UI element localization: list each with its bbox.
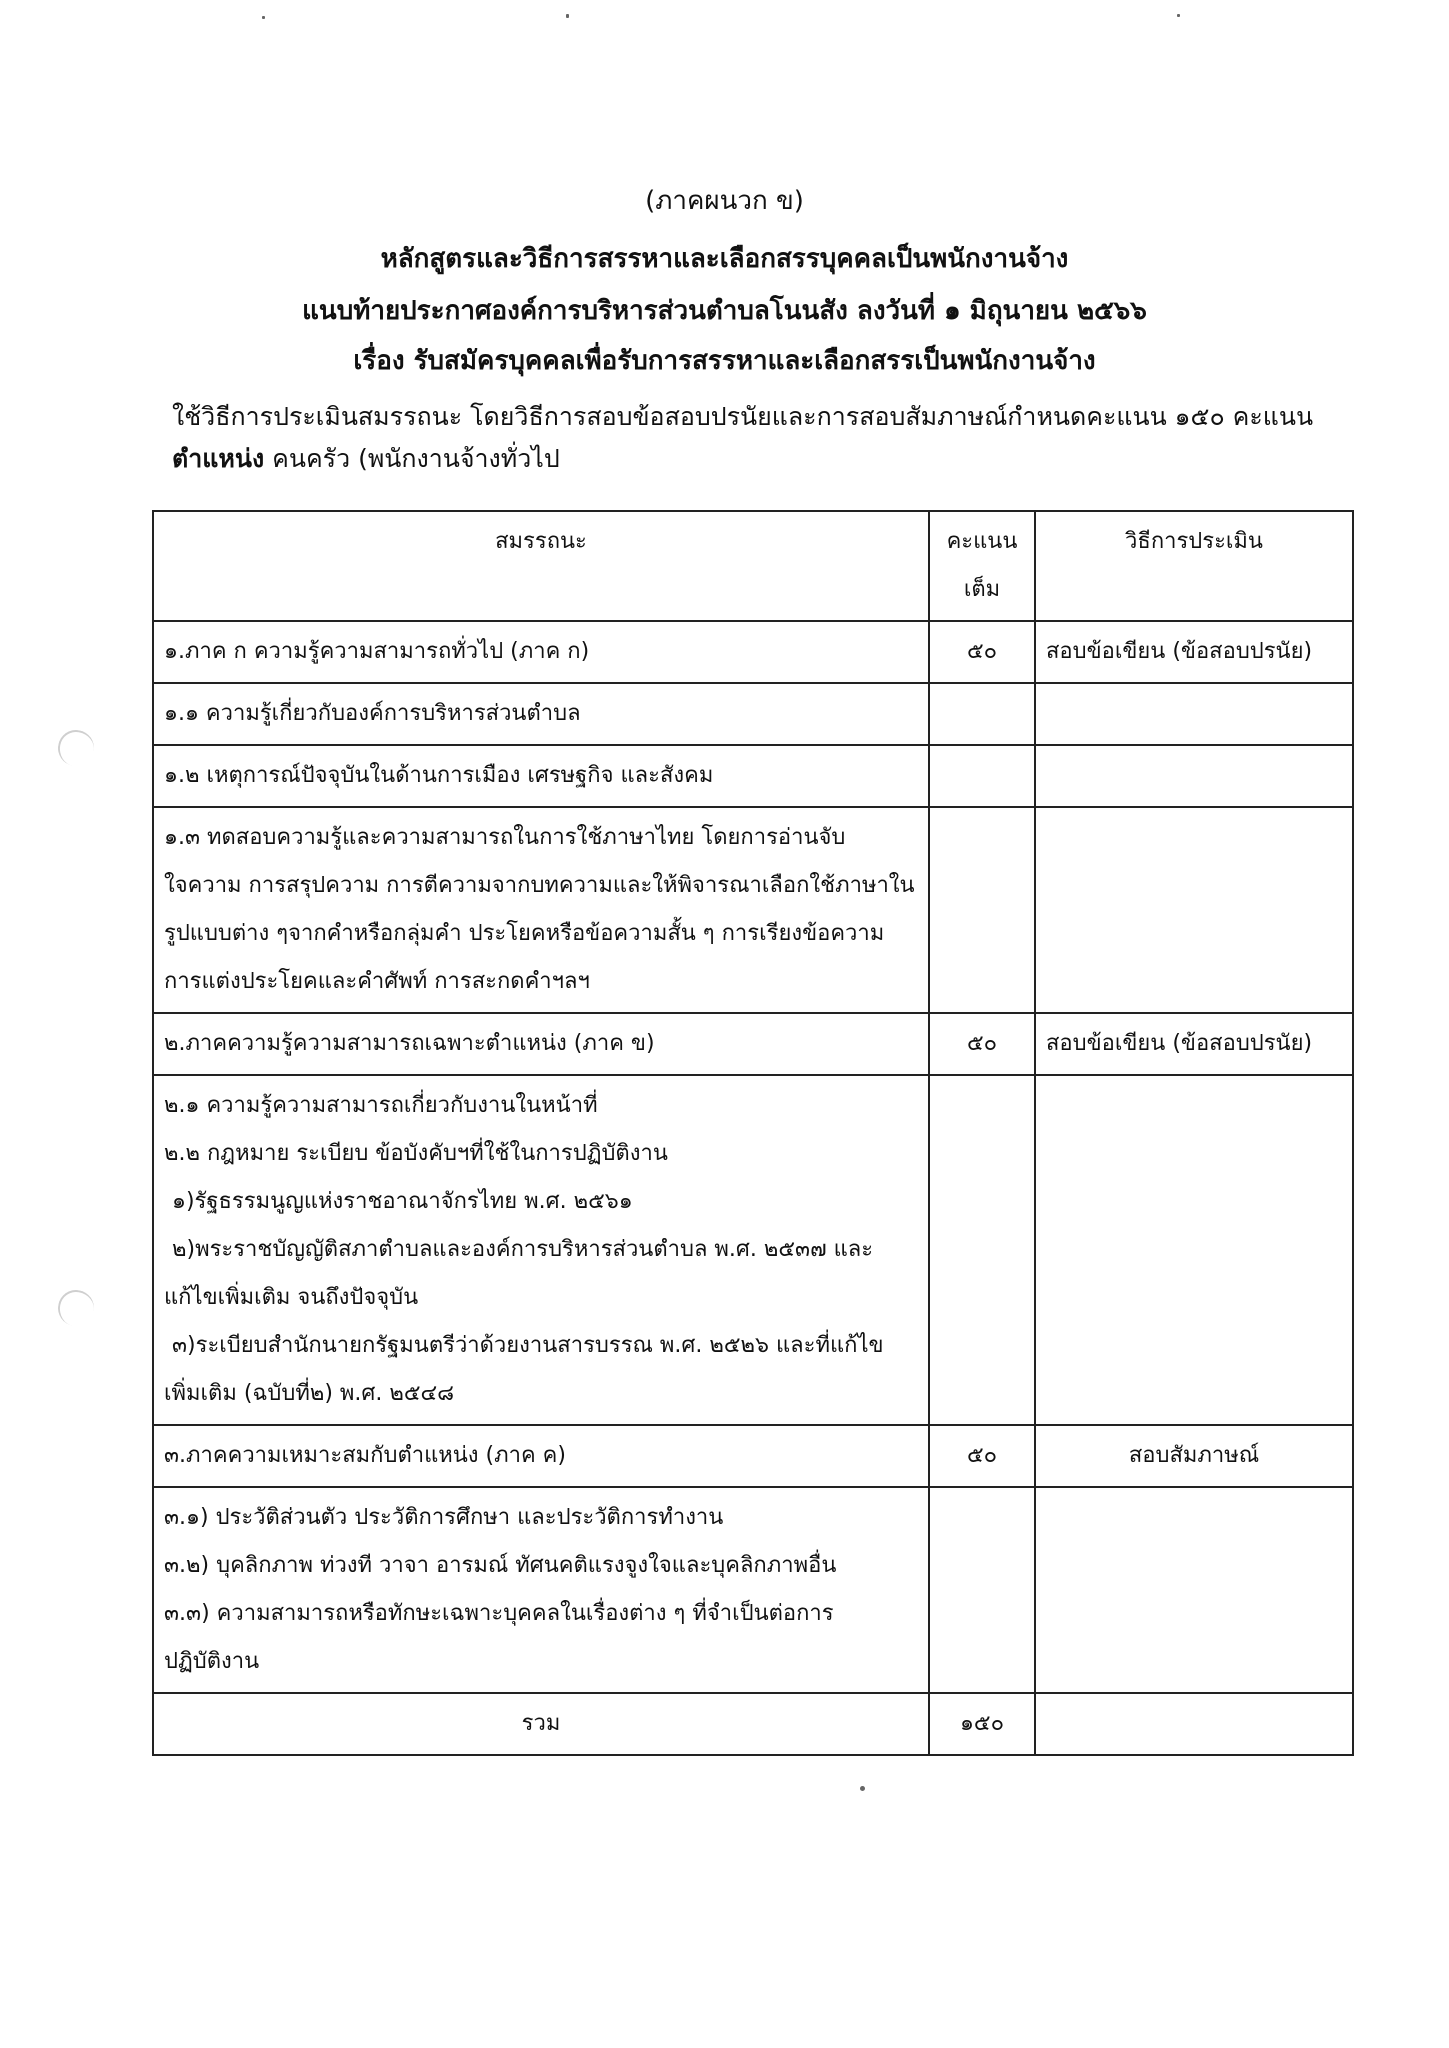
empty-cell bbox=[1035, 745, 1353, 807]
table-header-row bbox=[153, 511, 1353, 621]
header-score bbox=[929, 511, 1035, 621]
empty-cell bbox=[1035, 807, 1353, 1013]
empty-cell bbox=[929, 745, 1035, 807]
section-2-line: ๒)พระราชบัญญัติสภาตำบลและองค์การบริหารส่วนตำบล พ.ศ. ๒๕๓๗ และ bbox=[172, 1237, 874, 1262]
section-3-line: ๓.๓) ความสามารถหรือทักษะเฉพาะบุคคลในเรื่องต่าง ๆ ที่จำเป็นต่อการ bbox=[164, 1601, 834, 1626]
empty-cell bbox=[929, 1487, 1035, 1693]
empty-cell bbox=[1035, 1487, 1353, 1693]
empty-cell bbox=[929, 1075, 1035, 1425]
section-2-line: เพิ่มเติม (ฉบับที่๒) พ.ศ. ๒๕๔๘ bbox=[164, 1381, 455, 1406]
empty-cell bbox=[1035, 683, 1353, 745]
section-2-line: ๒.๒ กฎหมาย ระเบียบ ข้อบังคับฯที่ใช้ในการปฏิบัติงาน bbox=[164, 1141, 668, 1166]
header-competency bbox=[153, 511, 929, 621]
heading-line-2: แนบท้ายประกาศองค์การบริหารส่วนตำบลโนนสัง ลงวันที่ ๑ มิถุนายน ๒๕๖๖ bbox=[302, 296, 1147, 326]
section-1-item-3-line: การแต่งประโยคและคำศัพท์ การสะกดคำฯลฯ bbox=[164, 969, 590, 994]
section-3-line: ปฏิบัติงาน bbox=[164, 1649, 260, 1674]
table-row bbox=[153, 621, 1353, 683]
heading-line-1: หลักสูตรและวิธีการสรรหาและเลือกสรรบุคคลเป็นพนักงานจ้าง bbox=[380, 244, 1069, 274]
empty-cell bbox=[929, 683, 1035, 745]
section-2-line: ๑)รัฐธรรมนูญแห่งราชอาณาจักรไทย พ.ศ. ๒๕๖๑ bbox=[172, 1189, 633, 1214]
total-score: ๑๕๐ bbox=[929, 1693, 1035, 1755]
section-2-title: ๒.ภาคความรู้ความสามารถเฉพาะตำแหน่ง (ภาค ข) bbox=[153, 1013, 929, 1075]
scan-speck bbox=[566, 14, 569, 18]
table-row bbox=[153, 683, 1353, 745]
section-1-score: ๕๐ bbox=[929, 621, 1035, 683]
section-3-line: ๓.๒) บุคลิกภาพ ท่วงที วาจา อารมณ์ ทัศนคติแรงจูงใจและบุคลิกภาพอื่น bbox=[164, 1553, 837, 1578]
scan-speck bbox=[860, 1786, 865, 1791]
table-row bbox=[153, 1487, 1353, 1693]
scan-speck bbox=[262, 16, 265, 19]
section-2-line: ๓)ระเบียบสำนักนายกรัฐมนตรีว่าด้วยงานสารบรรณ พ.ศ. ๒๕๒๖ และที่แก้ไข bbox=[172, 1333, 884, 1358]
empty-cell bbox=[1035, 1693, 1353, 1755]
total-label: รวม bbox=[153, 1693, 929, 1755]
position-label: ตำแหน่ง bbox=[172, 444, 265, 473]
section-3-score: ๕๐ bbox=[929, 1425, 1035, 1487]
assessment-method-text: ใช้วิธีการประเมินสมรรถนะ โดยวิธีการสอบข้อสอบปรนัยและการสอบสัมภาษณ์กำหนดคะแนน ๑๕๐ คะแนน bbox=[172, 402, 1314, 431]
header-competency-label: สมรรถนะ bbox=[495, 529, 587, 554]
competency-table bbox=[152, 510, 1354, 1756]
heading-line-3: เรื่อง รับสมัครบุคคลเพื่อรับการสรรหาและเลือกสรรเป็นพนักงานจ้าง bbox=[353, 346, 1096, 376]
empty-cell bbox=[1035, 1075, 1353, 1425]
section-1-method: สอบข้อเขียน (ข้อสอบปรนัย) bbox=[1035, 621, 1353, 683]
table-total-row bbox=[153, 1693, 1353, 1755]
section-1-item-3-line: ใจความ การสรุปความ การตีความจากบทความและให้พิจารณาเลือกใช้ภาษาใน bbox=[164, 873, 915, 898]
section-1-item-2: ๑.๒ เหตุการณ์ปัจจุบันในด้านการเมือง เศรษฐกิจ และสังคม bbox=[153, 745, 929, 807]
punch-hole-mark bbox=[55, 1287, 97, 1329]
table-row bbox=[153, 1013, 1353, 1075]
section-1-title: ๑.ภาค ก ความรู้ความสามารถทั่วไป (ภาค ก) bbox=[153, 621, 929, 683]
header-score-line2: เต็ม bbox=[963, 577, 1001, 602]
table-row bbox=[153, 1075, 1353, 1425]
section-1-item-3-line: รูปแบบต่าง ๆจากคำหรือกลุ่มคำ ประโยคหรือข้อความสั้น ๆ การเรียงข้อความ bbox=[164, 921, 885, 946]
section-2-line: แก้ไขเพิ่มเติม จนถึงปัจจุบัน bbox=[164, 1285, 419, 1310]
section-3-method: สอบสัมภาษณ์ bbox=[1035, 1425, 1353, 1487]
position-value: คนครัว (พนักงานจ้างทั่วไป bbox=[272, 444, 560, 473]
section-1-item-3 bbox=[153, 807, 929, 1013]
position-line bbox=[172, 442, 560, 476]
section-1-item-3-line: ๑.๓ ทดสอบความรู้และความสามารถในการใช้ภาษาไทย โดยการอ่านจับ bbox=[164, 825, 846, 850]
table-row bbox=[153, 1425, 1353, 1487]
section-2-line: ๒.๑ ความรู้ความสามารถเกี่ยวกับงานในหน้าที่ bbox=[164, 1093, 598, 1118]
section-2-method: สอบข้อเขียน (ข้อสอบปรนัย) bbox=[1035, 1013, 1353, 1075]
header-method-label: วิธีการประเมิน bbox=[1125, 529, 1263, 554]
header-score-line1: คะแนน bbox=[946, 529, 1018, 554]
section-1-item-1: ๑.๑ ความรู้เกี่ยวกับองค์การบริหารส่วนตำบล bbox=[153, 683, 929, 745]
header-method bbox=[1035, 511, 1353, 621]
section-3-items bbox=[153, 1487, 929, 1693]
section-3-line: ๓.๑) ประวัติส่วนตัว ประวัติการศึกษา และประวัติการทำงาน bbox=[164, 1505, 724, 1530]
table-row bbox=[153, 807, 1353, 1013]
table-row bbox=[153, 745, 1353, 807]
scan-speck bbox=[1177, 14, 1180, 17]
annex-title: (ภาคผนวก ข) bbox=[645, 186, 804, 216]
empty-cell bbox=[929, 807, 1035, 1013]
section-2-score: ๕๐ bbox=[929, 1013, 1035, 1075]
section-2-items bbox=[153, 1075, 929, 1425]
punch-hole-mark bbox=[55, 727, 97, 769]
section-3-title: ๓.ภาคความเหมาะสมกับตำแหน่ง (ภาค ค) bbox=[153, 1425, 929, 1487]
